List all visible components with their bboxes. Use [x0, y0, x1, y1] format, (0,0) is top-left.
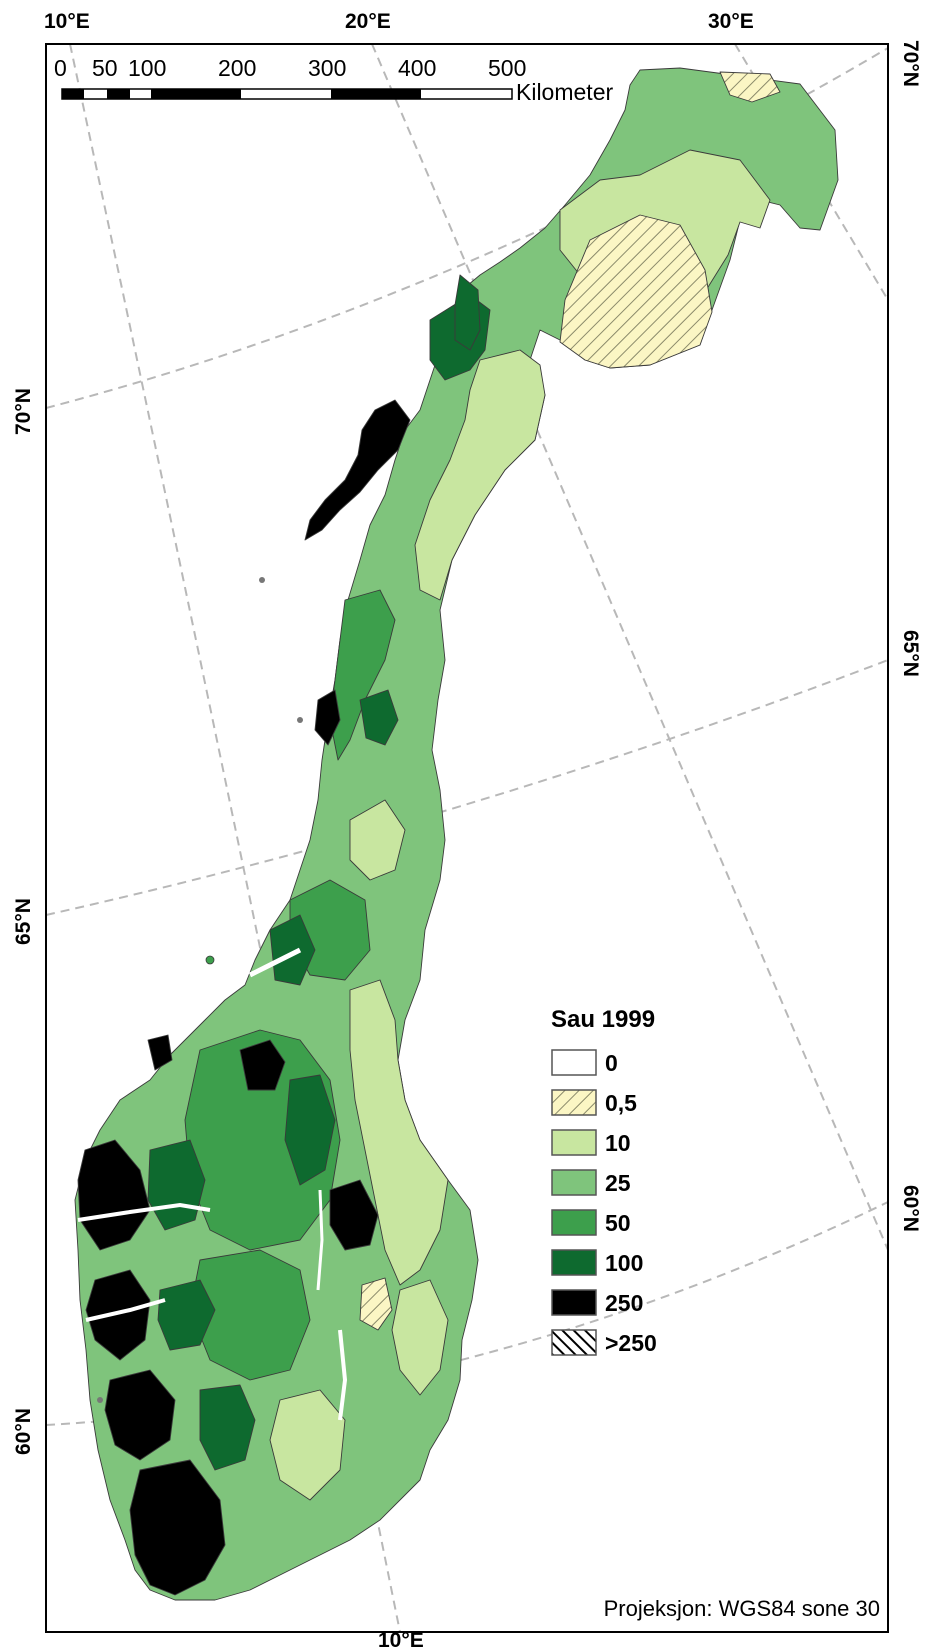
left-label-60n: 60°N — [12, 1408, 35, 1455]
legend-swatch-10 — [552, 1130, 596, 1155]
norway-map — [75, 68, 838, 1600]
legend-swatch-over250 — [552, 1330, 596, 1355]
legend-swatch-0 — [552, 1050, 596, 1075]
projection-note: Projeksjon: WGS84 sone 30 — [603, 1596, 880, 1621]
island — [206, 956, 214, 964]
legend-label-10: 10 — [605, 1130, 631, 1156]
legend-label-250: 250 — [605, 1290, 644, 1316]
right-label-60n: 60°N — [899, 1185, 922, 1232]
top-label-30e: 30°E — [708, 10, 754, 33]
bottom-label-10e: 10°E — [378, 1629, 424, 1650]
legend-label-over250: >250 — [605, 1330, 657, 1356]
legend-label-100: 100 — [605, 1250, 644, 1276]
left-label-65n: 65°N — [12, 898, 35, 945]
right-label-70n: 70°N — [899, 40, 922, 87]
legend-label-0: 0 — [605, 1050, 618, 1076]
island — [97, 1397, 103, 1403]
right-label-65n: 65°N — [899, 630, 922, 677]
island — [297, 717, 303, 723]
legend-swatch-05 — [552, 1090, 596, 1115]
scale-unit: Kilometer — [516, 79, 614, 105]
scale-tick-400: 400 — [398, 55, 437, 81]
legend-label-50: 50 — [605, 1210, 631, 1236]
scale-bar — [54, 55, 613, 105]
legend-swatch-250 — [552, 1290, 596, 1315]
left-label-70n: 70°N — [12, 388, 35, 435]
parallel-65n — [46, 660, 888, 915]
legend — [551, 1006, 657, 1356]
scale-tick-300: 300 — [308, 55, 347, 81]
scale-tick-0: 0 — [54, 55, 67, 81]
legend-swatch-50 — [552, 1210, 596, 1235]
island — [259, 577, 265, 583]
scale-tick-50: 50 — [92, 55, 118, 81]
top-label-10e: 10°E — [44, 10, 90, 33]
top-label-20e: 20°E — [345, 10, 391, 33]
legend-label-25: 25 — [605, 1170, 631, 1196]
legend-swatch-100 — [552, 1250, 596, 1275]
legend-swatch-25 — [552, 1170, 596, 1195]
legend-title: Sau 1999 — [551, 1006, 656, 1033]
scale-tick-200: 200 — [218, 55, 257, 81]
legend-label-05: 0,5 — [605, 1090, 637, 1116]
scale-tick-100: 100 — [128, 55, 167, 81]
scale-tick-500: 500 — [488, 55, 527, 81]
